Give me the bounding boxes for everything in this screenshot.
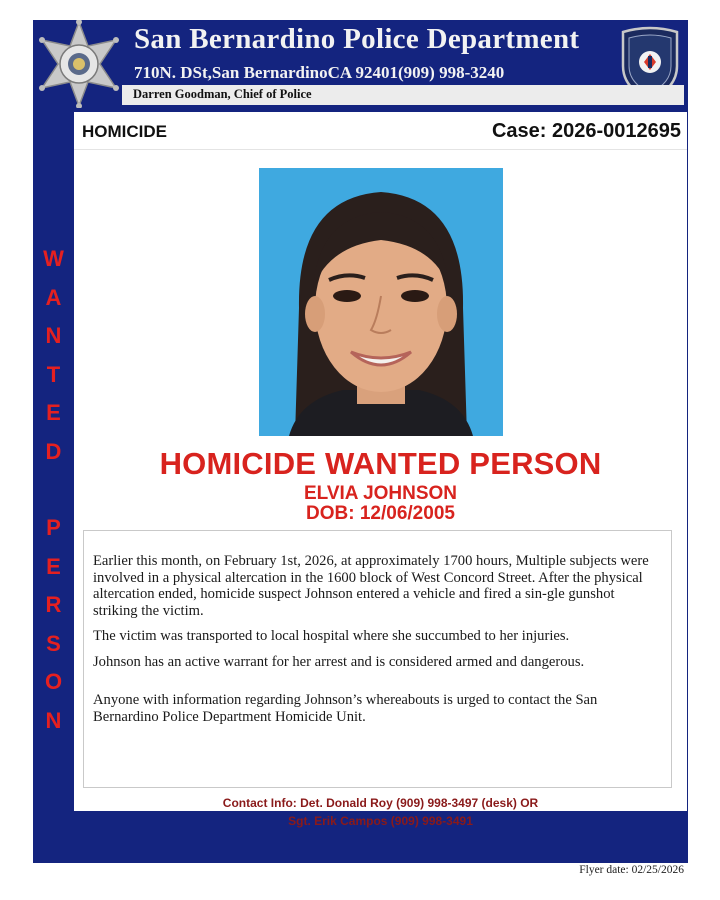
banner-letter: D bbox=[45, 438, 62, 464]
chief-of-police: Darren Goodman, Chief of Police bbox=[133, 87, 312, 101]
banner-letter: A bbox=[45, 284, 62, 310]
banner-letter: N bbox=[45, 707, 62, 733]
suspect-dob: DOB: 12/06/2005 bbox=[306, 503, 455, 524]
department-address: 710N. DSt,San BernardinoCA 92401(909) 998-3240 bbox=[134, 63, 505, 82]
banner-letter: R bbox=[45, 592, 62, 617]
flyer-frame bbox=[33, 20, 688, 863]
case-type: HOMICIDE bbox=[82, 122, 167, 141]
banner-letter: W bbox=[43, 246, 64, 271]
paragraph: Earlier this month, on February 1st, 2026, at approximately 1700 hours, Multiple subjects were involved in a physical altercation in the 1600 block of West Concord Street. After the physical altercation ended, homicide suspect Johnson entered a vehicle and fired a sin-gle gunshot striking the victim. bbox=[93, 553, 649, 619]
divider bbox=[74, 149, 687, 150]
flyer-date: Flyer date: 02/25/2026 bbox=[579, 864, 684, 876]
contact-info bbox=[74, 794, 687, 830]
paragraph: The victim was transported to local hospital where she succumbed to her injuries. bbox=[93, 628, 570, 644]
banner-letter: E bbox=[46, 400, 61, 425]
banner-letter: E bbox=[46, 553, 61, 579]
contact-line: Contact Info: Det. Donald Roy (909) 998-3497 (desk) OR bbox=[222, 796, 539, 810]
police-star-badge-icon bbox=[36, 20, 122, 108]
chief-strip bbox=[122, 85, 684, 105]
contact-line: Sgt. Erik Campos (909) 998-3491 bbox=[288, 814, 473, 828]
paragraph: Anyone with information regarding Johnson’s whereabouts is urged to contact the San Bernardino Police Department Homicide Unit. bbox=[93, 692, 598, 725]
headline: HOMICIDE WANTED PERSON bbox=[159, 446, 602, 481]
suspect-name: ELVIA JOHNSON bbox=[303, 483, 458, 504]
case-number: Case: 2026-0012695 bbox=[491, 120, 681, 142]
suspect-photo bbox=[259, 168, 503, 436]
content-panel bbox=[74, 112, 687, 828]
paragraph: Johnson has an active warrant for her arrest and is considered armed and dangerous. bbox=[93, 653, 585, 670]
banner-letter: N bbox=[45, 323, 62, 348]
banner-letter: T bbox=[46, 361, 61, 387]
banner-letter: S bbox=[46, 630, 61, 656]
banner-letter: O bbox=[44, 669, 63, 694]
banner-letter: P bbox=[46, 515, 61, 540]
department-title: San Bernardino Police Department bbox=[134, 23, 580, 55]
wanted-person-vertical-banner bbox=[33, 240, 74, 740]
incident-description bbox=[83, 530, 672, 788]
